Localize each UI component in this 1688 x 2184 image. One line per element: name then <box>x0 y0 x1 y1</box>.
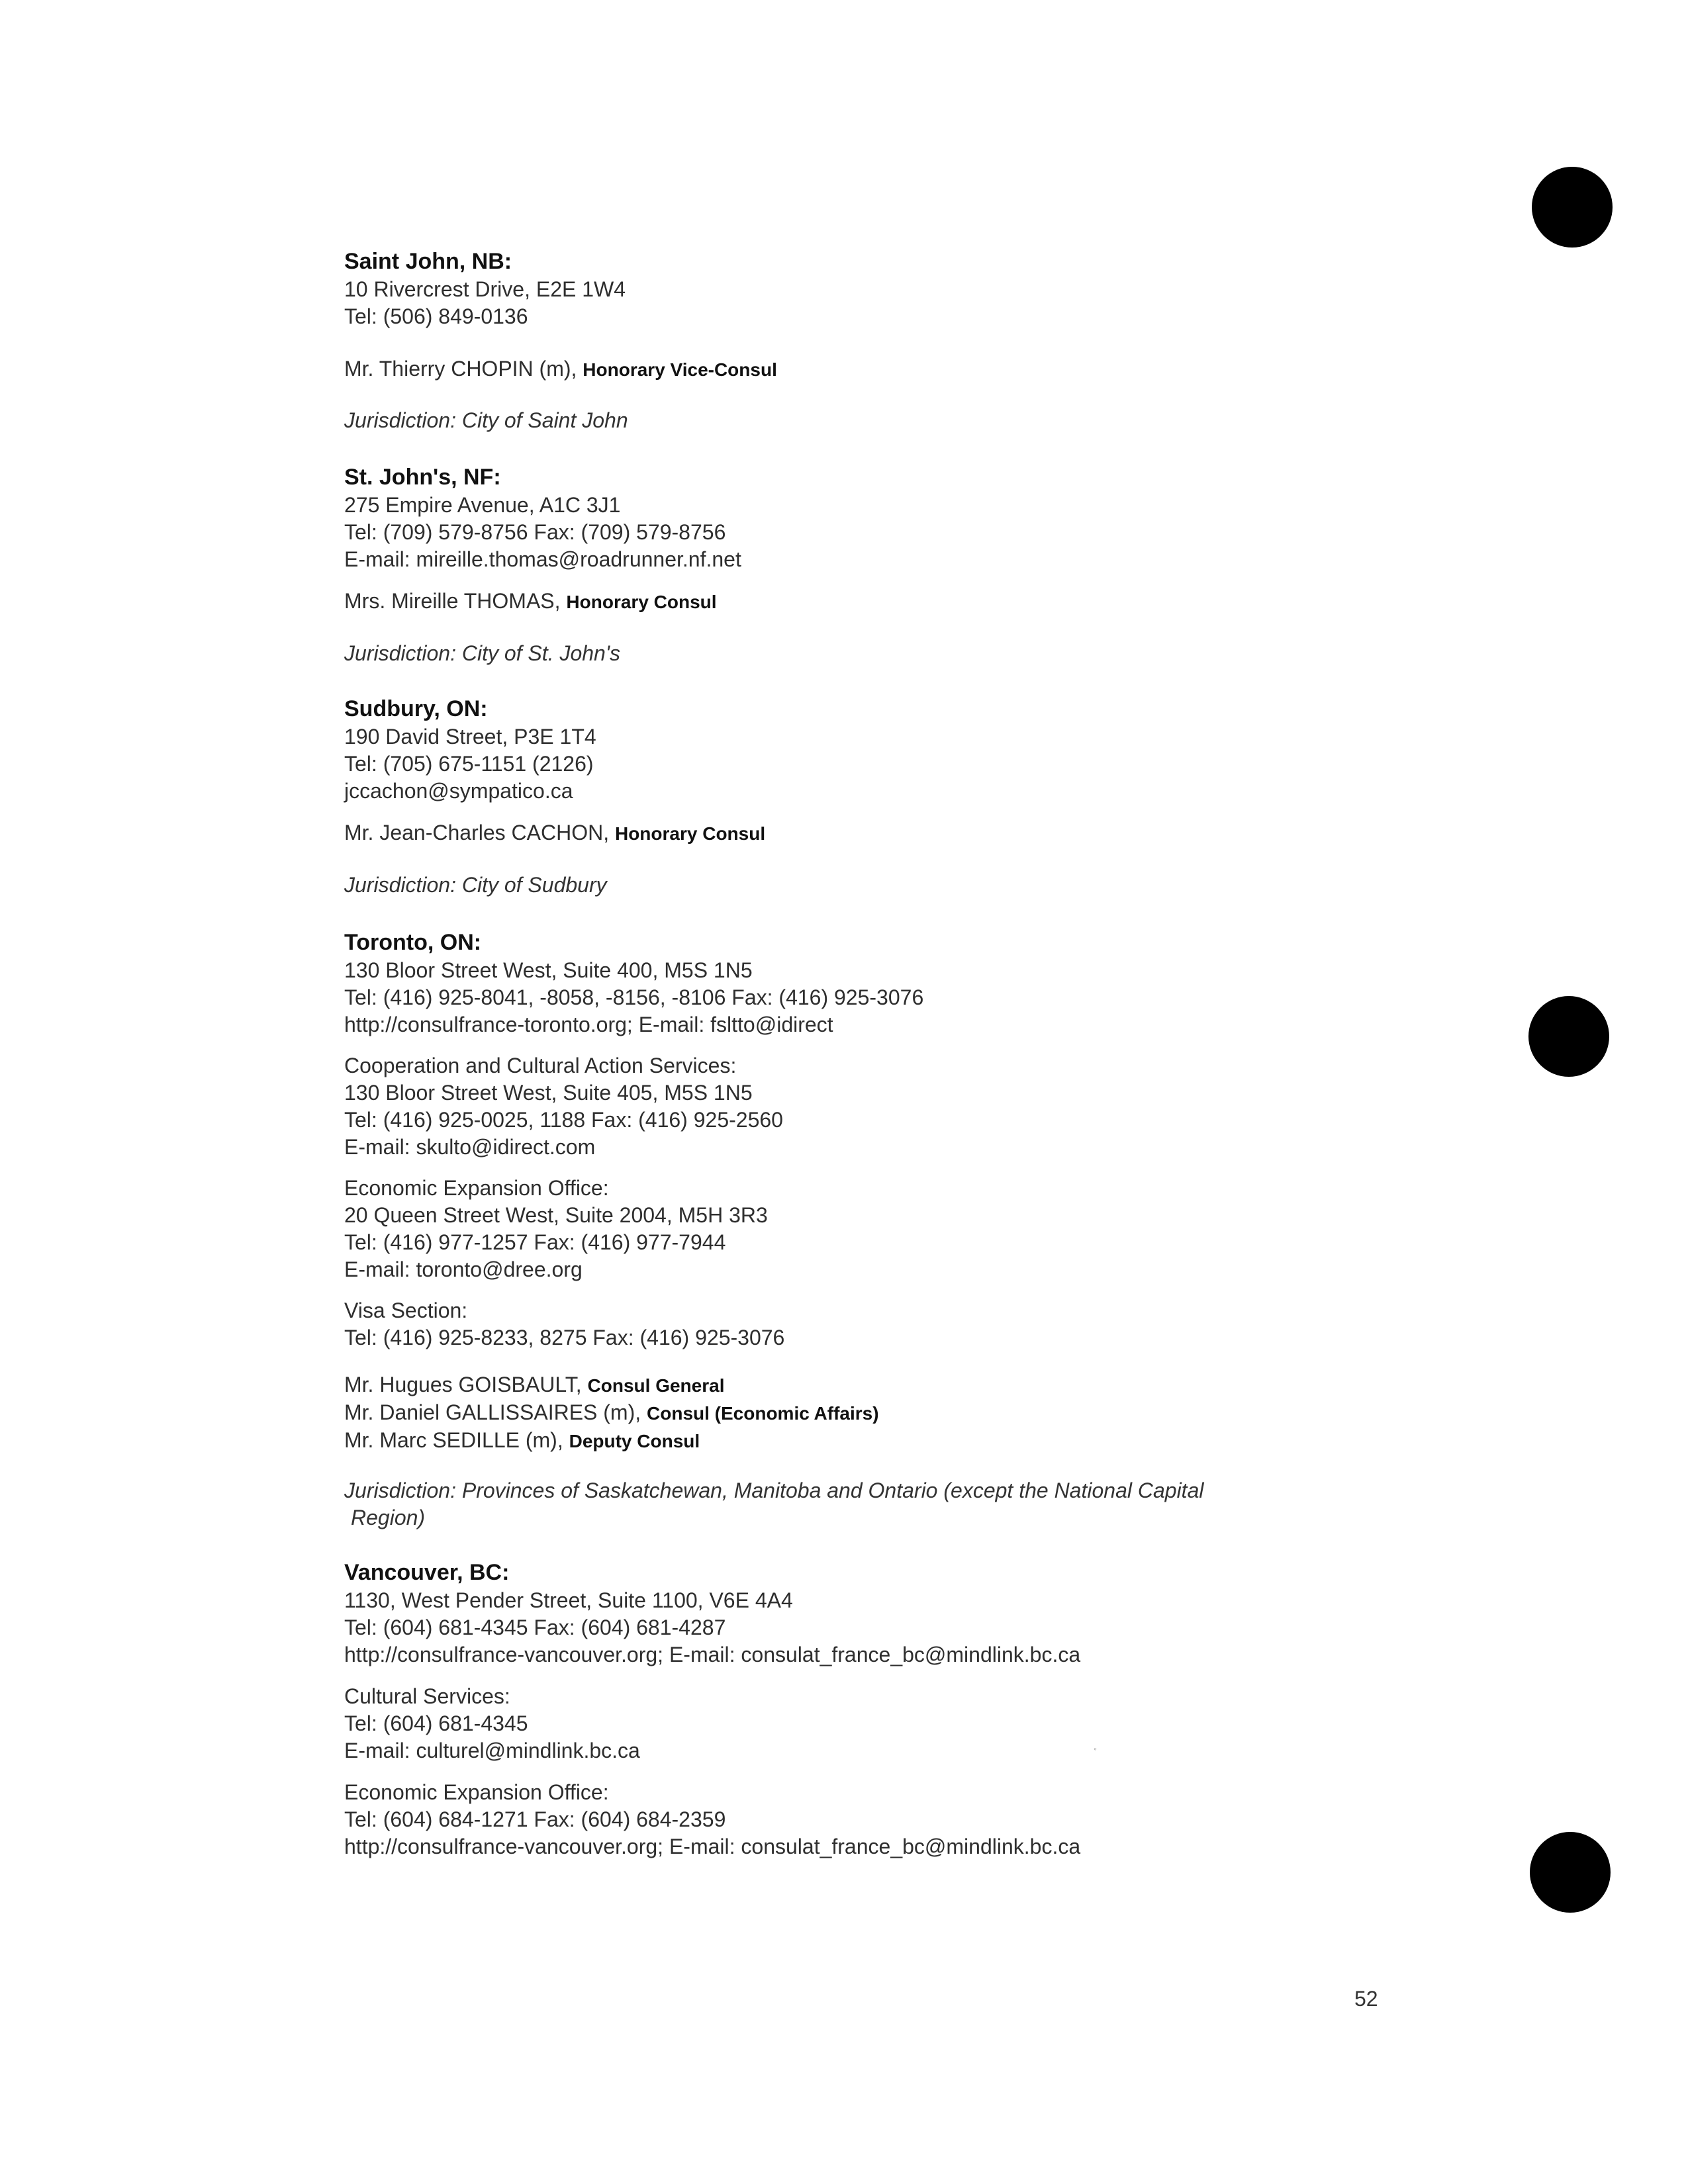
section-tel: Tel: (416) 977-1257 Fax: (416) 977-7944 <box>344 1230 726 1254</box>
section-tel: Tel: (604) 684-1271 Fax: (604) 684-2359 <box>344 1807 726 1831</box>
section-web: http://consulfrance-vancouver.org; E-mail: consulat_france_bc@mindlink.bc.ca <box>344 1835 1081 1858</box>
entry-address: 10 Rivercrest Drive, E2E 1W4 <box>344 277 626 301</box>
section-address: 20 Queen Street West, Suite 2004, M5H 3R3 <box>344 1203 768 1227</box>
person-line <box>344 819 1470 847</box>
person-name: Mr. Daniel GALLISSAIRES (m), <box>344 1400 641 1424</box>
person-title: Consul General <box>587 1375 725 1396</box>
entry-heading: Sudbury, ON: <box>344 696 488 721</box>
punch-hole-top <box>1532 167 1613 248</box>
entry-vancouver-cultural <box>344 1683 1470 1764</box>
entry-toronto-coop <box>344 1052 1470 1161</box>
person-title: Consul (Economic Affairs) <box>647 1403 879 1424</box>
person-line <box>344 1371 1470 1399</box>
entry-web: http://consulfrance-vancouver.org; E-mail: consulat_france_bc@mindlink.bc.ca <box>344 1643 1081 1666</box>
person-title: Honorary Consul <box>614 823 766 844</box>
entry-sudbury <box>344 695 1470 805</box>
entry-st-johns-jurisdiction: Jurisdiction: City of St. John's <box>344 641 620 665</box>
section-label: Cultural Services: <box>344 1684 510 1708</box>
entry-toronto-persons <box>344 1371 1470 1455</box>
entry-saint-john-jurisdiction: Jurisdiction: City of Saint John <box>344 408 628 432</box>
entry-st-johns-person <box>344 588 1470 615</box>
entry-toronto-econ <box>344 1175 1470 1283</box>
entry-saint-john-person <box>344 355 1470 383</box>
section-label: Economic Expansion Office: <box>344 1176 609 1200</box>
entry-tel: Tel: (709) 579-8756 Fax: (709) 579-8756 <box>344 520 726 544</box>
punch-hole-middle <box>1528 996 1609 1077</box>
entry-heading: St. John's, NF: <box>344 465 501 490</box>
entry-heading: Toronto, ON: <box>344 930 482 955</box>
entry-address: 130 Bloor Street West, Suite 400, M5S 1N5 <box>344 958 753 982</box>
person-name: Mr. Hugues GOISBAULT, <box>344 1373 582 1396</box>
person-name: Mr. Jean-Charles CACHON, <box>344 821 610 844</box>
section-email: E-mail: skulto@idirect.com <box>344 1135 596 1159</box>
jurisdiction-line: Region) <box>351 1506 426 1529</box>
person-title: Honorary Vice-Consul <box>583 359 777 380</box>
jurisdiction-line: Jurisdiction: Provinces of Saskatchewan, Manitoba and Ontario (except the National Capital <box>344 1479 1204 1502</box>
entry-vancouver <box>344 1559 1470 1668</box>
entry-email: jccachon@sympatico.ca <box>344 779 573 803</box>
entry-tel: Tel: (416) 925-8041, -8058, -8156, -8106 Fax: (416) 925-3076 <box>344 985 924 1009</box>
person-name: Mr. Marc SEDILLE (m), <box>344 1428 563 1452</box>
entry-heading: Saint John, NB: <box>344 249 512 274</box>
person-line <box>344 355 1470 383</box>
entry-st-johns <box>344 463 1470 573</box>
person-line <box>344 1399 1470 1427</box>
entry-vancouver-econ <box>344 1779 1470 1860</box>
scan-speck: ◦ <box>1094 1743 1097 1754</box>
entry-toronto-visa <box>344 1297 1470 1351</box>
section-label: Economic Expansion Office: <box>344 1780 609 1804</box>
entry-heading: Vancouver, BC: <box>344 1560 510 1585</box>
entry-tel: Tel: (506) 849-0136 <box>344 304 528 328</box>
person-title: Deputy Consul <box>569 1431 700 1451</box>
entry-tel: Tel: (705) 675-1151 (2126) <box>344 752 594 776</box>
section-address: 130 Bloor Street West, Suite 405, M5S 1N5 <box>344 1081 753 1105</box>
section-label: Cooperation and Cultural Action Services: <box>344 1054 737 1077</box>
entry-web: http://consulfrance-toronto.org; E-mail: fsltto@idirect <box>344 1013 833 1036</box>
entry-address: 1130, West Pender Street, Suite 1100, V6E 4A4 <box>344 1588 793 1612</box>
section-tel: Tel: (416) 925-8233, 8275 Fax: (416) 925-3076 <box>344 1326 785 1349</box>
entry-email: E-mail: mireille.thomas@roadrunner.nf.net <box>344 547 741 571</box>
person-line <box>344 588 1470 615</box>
punch-hole-bottom <box>1530 1832 1611 1913</box>
person-name: Mr. Thierry CHOPIN (m), <box>344 357 577 381</box>
entry-toronto <box>344 929 1470 1038</box>
section-tel: Tel: (604) 681-4345 <box>344 1711 528 1735</box>
entry-address: 190 David Street, P3E 1T4 <box>344 725 596 749</box>
person-title: Honorary Consul <box>566 592 717 612</box>
section-label: Visa Section: <box>344 1298 468 1322</box>
entry-toronto-jurisdiction <box>344 1477 1470 1531</box>
entry-tel: Tel: (604) 681-4345 Fax: (604) 681-4287 <box>344 1615 726 1639</box>
entry-sudbury-person <box>344 819 1470 847</box>
section-email: E-mail: toronto@dree.org <box>344 1257 583 1281</box>
section-tel: Tel: (416) 925-0025, 1188 Fax: (416) 925-2560 <box>344 1108 783 1132</box>
section-email: E-mail: culturel@mindlink.bc.ca <box>344 1739 640 1762</box>
page-number: 52 <box>1354 1987 1378 2011</box>
entry-address: 275 Empire Avenue, A1C 3J1 <box>344 493 621 517</box>
entry-saint-john <box>344 248 1470 330</box>
entry-sudbury-jurisdiction: Jurisdiction: City of Sudbury <box>344 873 607 897</box>
person-name: Mrs. Mireille THOMAS, <box>344 589 561 613</box>
person-line <box>344 1427 1470 1455</box>
